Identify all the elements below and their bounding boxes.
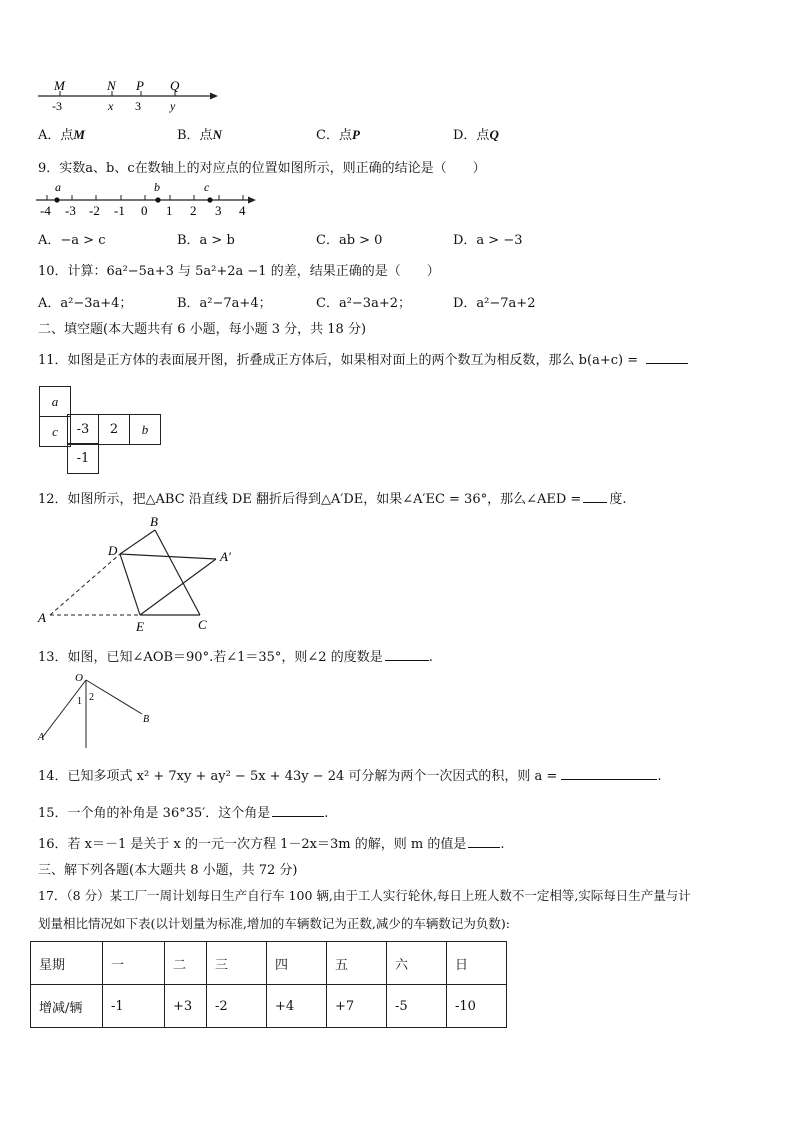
point-m-label: M — [54, 78, 65, 93]
table-cell: +3 — [165, 985, 207, 1028]
q17-stem-line2: 划量相比情况如下表(以计划量为标准,增加的车辆数记为正数,减少的车辆数记为负数): — [38, 916, 510, 931]
table-cell: -2 — [207, 985, 267, 1028]
point-a-label: a — [55, 180, 61, 194]
tick-label: -1 — [114, 203, 125, 218]
tick-label: -3 — [52, 99, 62, 113]
tick-label: 0 — [141, 203, 148, 218]
net-cell: -3 — [68, 415, 99, 445]
table-header-cell: 星期 — [31, 942, 103, 985]
tick-label: -4 — [40, 203, 51, 218]
q9-option-c[interactable]: C．ab > 0 — [316, 233, 383, 248]
q14-answer-blank[interactable] — [561, 779, 657, 780]
section-2-heading: 二、填空题(本大题共有 6 小题，每小题 3 分，共 18 分) — [38, 322, 367, 337]
table-header-cell: 三 — [207, 942, 267, 985]
point-n-label: N — [107, 78, 116, 93]
table-cell: +4 — [267, 985, 327, 1028]
q10-option-a[interactable]: A．a²−3a+4； — [38, 296, 133, 311]
q16-answer-blank[interactable] — [468, 847, 500, 848]
q9-stem: 9．实数a、b、c在数轴上的对应点的位置如图所示，则正确的结论是（ ） — [38, 161, 486, 176]
point-a-label: A — [38, 732, 45, 743]
vertex-b-label: B — [150, 514, 158, 529]
table-cell: -1 — [103, 985, 165, 1028]
angle-1-label: 1 — [77, 696, 82, 707]
point-q-label: Q — [170, 78, 180, 93]
q15-answer-blank[interactable] — [272, 816, 324, 817]
q13-angle-figure — [30, 668, 160, 750]
q11-stem: 11．如图是正方体的表面展开图，折叠成正方体后，如果相对面上的两个数互为相反数，那么 b(a+c) = — [38, 349, 688, 368]
table-cell: -5 — [387, 985, 447, 1028]
vertex-e-label: E — [136, 619, 144, 634]
q12-triangle-figure — [30, 512, 250, 636]
tick-label: 3 — [135, 99, 141, 113]
tick-label: 1 — [166, 203, 173, 218]
table-row — [31, 942, 507, 985]
tick-label: 3 — [215, 203, 222, 218]
table-header-cell: 一 — [103, 942, 165, 985]
vertex-a-label: A — [38, 610, 46, 625]
tick-label: 4 — [239, 203, 246, 218]
q10-option-d[interactable]: D．a²−7a+2 — [453, 296, 536, 311]
q12-stem: 12．如图所示，把△ABC 沿直线 DE 翻折后得到△A′DE，如果∠A′EC = 36°，那么∠AED = 度. — [38, 492, 627, 507]
table-header-cell: 四 — [267, 942, 327, 985]
table-cell: 增减/辆 — [31, 985, 103, 1028]
q11-answer-blank[interactable] — [646, 363, 688, 364]
q9-number-line — [30, 178, 270, 220]
point-c — [207, 197, 212, 202]
q13-answer-blank[interactable] — [385, 660, 429, 661]
q13-stem: 13．如图，已知∠AOB＝90°.若∠1＝35°，则∠2 的度数是 . — [38, 650, 433, 665]
q8-option-c[interactable]: C．点P — [316, 127, 360, 143]
q8-option-a[interactable]: A．点M — [38, 127, 85, 143]
net-cell: 2 — [99, 415, 130, 445]
q9-option-d[interactable]: D．a > −3 — [453, 233, 523, 248]
point-p-label: P — [136, 78, 144, 93]
table-header-cell: 二 — [165, 942, 207, 985]
table-cell: +7 — [327, 985, 387, 1028]
q17-stem-line1: 17．（8 分）某工厂一周计划每日生产自行车 100 辆,由于工人实行轮休,每日上班人数不一定相等,实际每日生产量与计 — [38, 888, 691, 903]
q12-answer-blank[interactable] — [583, 502, 607, 503]
point-o-label: O — [75, 672, 83, 684]
q10-stem: 10．计算：6a²−5a+3 与 5a²+2a −1 的差，结果正确的是（ ） — [38, 264, 440, 279]
vertex-d-label: D — [108, 543, 118, 558]
q16-stem: 16．若 x＝－1 是关于 x 的一元一次方程 1－2x＝3m 的解，则 m 的值是 . — [38, 837, 505, 852]
vertex-c-label: C — [198, 617, 207, 632]
table-header-cell: 五 — [327, 942, 387, 985]
net-cell: b — [130, 415, 161, 445]
table-cell: -10 — [447, 985, 507, 1028]
table-header-cell: 日 — [447, 942, 507, 985]
q8-number-line — [30, 76, 230, 116]
point-b — [155, 197, 160, 202]
q8-option-d[interactable]: D．点Q — [453, 127, 499, 143]
angle-2-label: 2 — [89, 692, 94, 703]
tick-label: y — [170, 99, 176, 113]
tick-label: 2 — [190, 203, 197, 218]
vertex-a-prime-label: A′ — [220, 549, 231, 564]
tick-label: -2 — [89, 203, 100, 218]
tick-label: -3 — [65, 203, 76, 218]
q9-option-a[interactable]: A．−a > c — [38, 233, 106, 248]
q9-option-b[interactable]: B．a > b — [177, 233, 235, 248]
q15-stem: 15．一个角的补角是 36°35′．这个角是 . — [38, 806, 329, 821]
table-header-cell: 六 — [387, 942, 447, 985]
point-b-label: b — [154, 180, 160, 194]
q10-option-b[interactable]: B．a²−7a+4； — [177, 296, 272, 311]
q8-option-b[interactable]: B．点N — [177, 127, 222, 143]
net-cell: a — [40, 387, 71, 417]
q10-option-c[interactable]: C．a²−3a+2； — [316, 296, 411, 311]
table-row — [31, 985, 507, 1028]
net-cell: c — [40, 417, 71, 447]
q17-table — [30, 941, 507, 1028]
point-a — [54, 197, 59, 202]
tick-label: x — [108, 99, 114, 113]
point-b-label: B — [143, 714, 150, 725]
net-cell: -1 — [68, 444, 99, 474]
q14-stem: 14．已知多项式 x² + 7xy + ay² − 5x + 43y − 24 可分解为两个一次因式的积，则 a = . — [38, 769, 662, 784]
section-3-heading: 三、解下列各题(本大题共 8 小题，共 72 分) — [38, 863, 298, 878]
point-c-label: c — [204, 180, 210, 194]
